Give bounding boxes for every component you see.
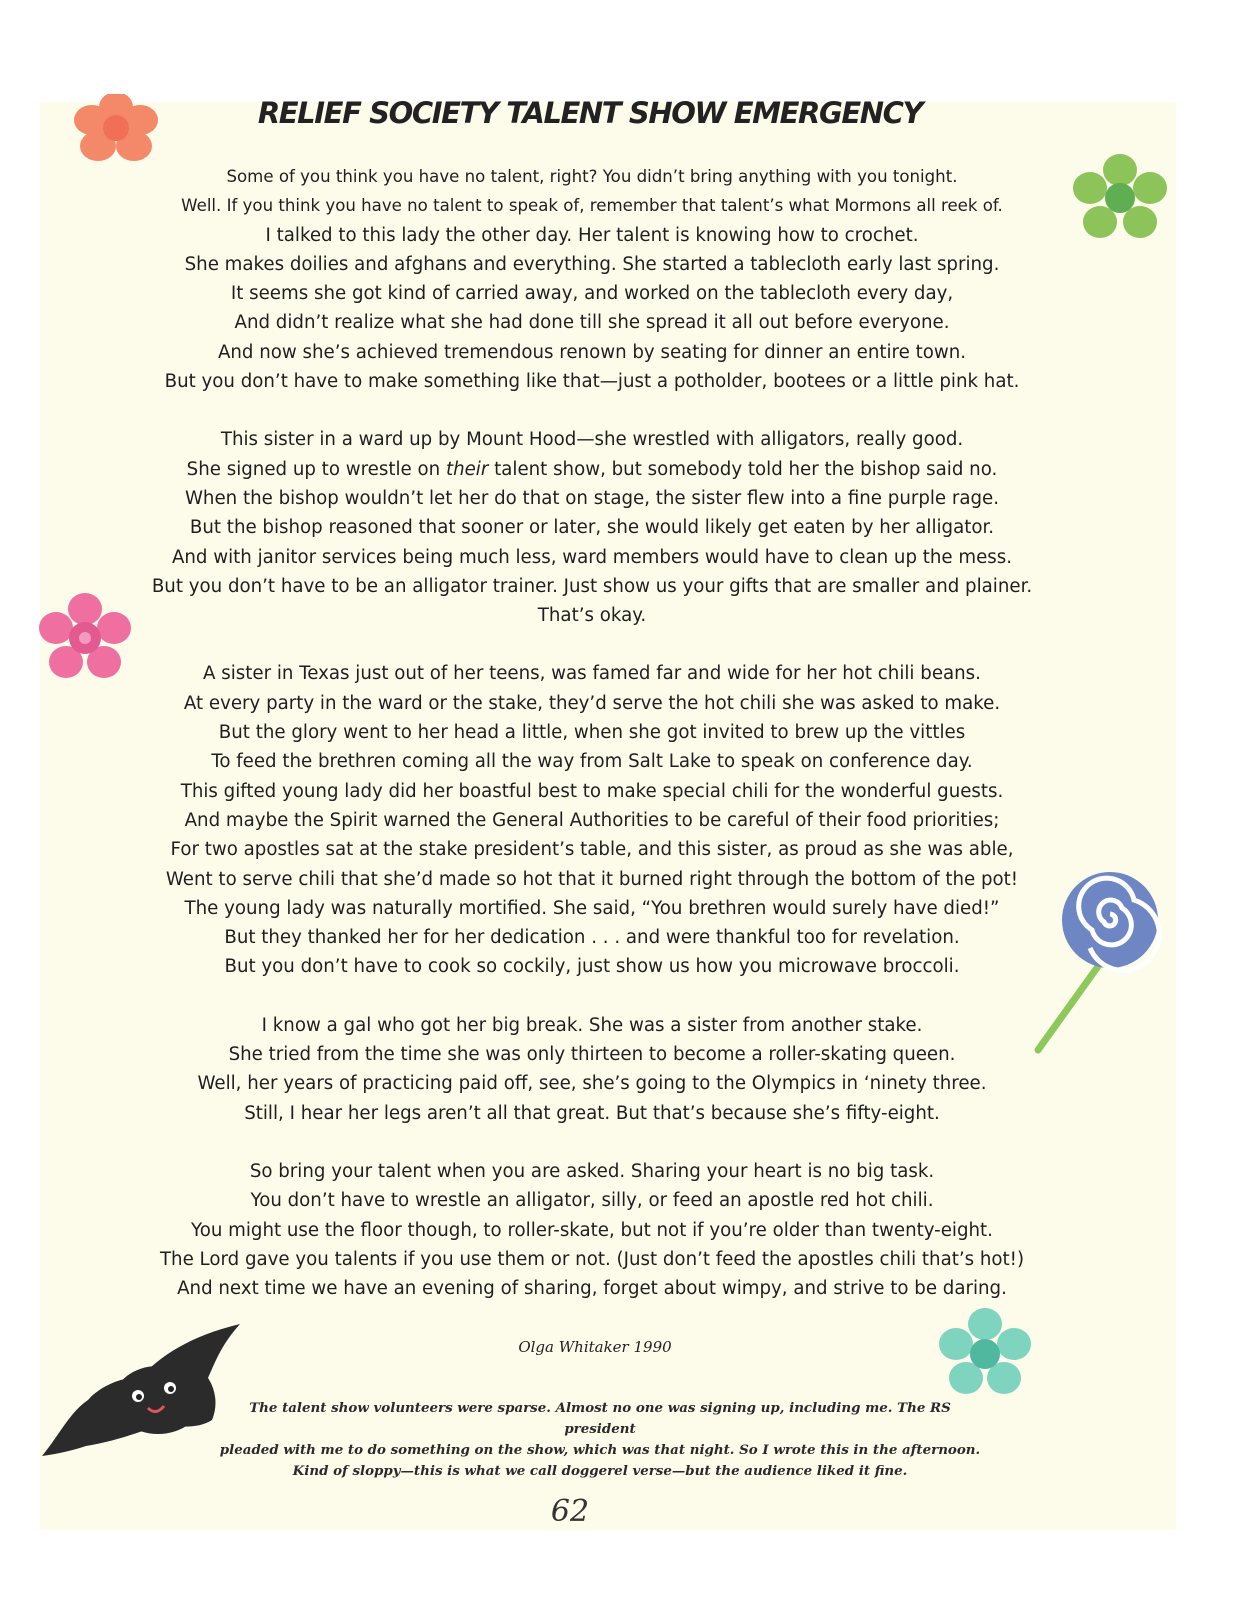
author-note	[215, 1398, 985, 1482]
poem-line: But you don’t have to be an alligator trainer. Just show us your gifts that are smaller and plainer.	[151, 575, 1033, 597]
poem-line: And didn’t realize what she had done till she spread it all out before everyone.	[234, 312, 950, 334]
poem-line: This gifted young lady did her boastful best to make special chili for the wonderful guests.	[180, 780, 1004, 802]
note-line: pleaded with me to do something on the show, which was that night. So I wrote this in the afternoon.	[219, 1442, 981, 1458]
poem-line: And next time we have an evening of sharing, forget about wimpy, and strive to be daring.	[177, 1278, 1007, 1300]
poem-line: To feed the brethren coming all the way from Salt Lake to speak on conference day.	[211, 751, 973, 773]
poem-line: She tried from the time she was only thirteen to become a roller-skating queen.	[228, 1044, 956, 1066]
author-signature: Olga Whitaker 1990	[518, 1338, 672, 1356]
poem-line: This sister in a ward up by Mount Hood—she wrestled with alligators, really good.	[220, 429, 964, 451]
poem-line: Went to serve chili that she’d made so hot that it burned right through the bottom of the pot!	[165, 868, 1019, 890]
poem-line: For two apostles sat at the stake president’s table, and this sister, as proud as she was able,	[170, 839, 1014, 861]
page-number: 62	[550, 1494, 590, 1529]
stanza-1	[72, 162, 1112, 396]
emphasis-word: their	[445, 458, 489, 480]
poem-line: At every party in the ward or the stake, they’d serve the hot chili she was asked to make.	[183, 692, 1001, 714]
stanza-2	[72, 425, 1112, 630]
stanza-4	[72, 1011, 1112, 1128]
note-line: The talent show volunteers were sparse. Almost no one was signing up, including me. The RS president	[249, 1400, 951, 1437]
poem-line: That’s okay.	[537, 605, 647, 627]
poem	[72, 162, 1112, 1332]
poem-line: She signed up to wrestle on their talent show, but somebody told her the bishop said no.	[186, 458, 998, 480]
stanza-3	[72, 659, 1112, 981]
poem-line: But you don’t have to make something like that—just a potholder, bootees or a little pink hat.	[164, 371, 1020, 393]
poem-line: Still, I hear her legs aren’t all that great. But that’s because she’s fifty-eight.	[244, 1102, 940, 1124]
stanza-5	[72, 1157, 1112, 1303]
poem-line: It seems she got kind of carried away, and worked on the tablecloth every day,	[230, 283, 954, 305]
poem-line: And with janitor services being much less, ward members would have to clean up the mess.	[171, 546, 1013, 568]
poem-line: You might use the floor though, to roller-skate, but not if you’re older than twenty-eight.	[191, 1219, 993, 1241]
poem-line: You don’t have to wrestle an alligator, silly, or feed an apostle red hot chili.	[250, 1190, 934, 1212]
poem-line: The young lady was naturally mortified. She said, “You brethren would surely have died!”	[184, 897, 1000, 919]
poem-line: But they thanked her for her dedication . . . and were thankful too for revelation.	[224, 927, 960, 949]
poem-line: I know a gal who got her big break. She was a sister from another stake.	[261, 1014, 923, 1036]
poem-line: So bring your talent when you are asked. Sharing your heart is no big task.	[249, 1160, 935, 1182]
poem-line: The Lord gave you talents if you use them or not. (Just don’t feed the apostles chili that’s hot!)	[159, 1248, 1025, 1270]
poem-line: Some of you think you have no talent, right? You didn’t bring anything with you tonight.	[226, 167, 958, 186]
poem-line: Well. If you think you have no talent to speak of, remember that talent’s what Mormons all reek of.	[181, 196, 1003, 216]
poem-line: She makes doilies and afghans and everything. She started a tablecloth early last spring.	[184, 253, 1000, 275]
poem-line: And now she’s achieved tremendous renown by seating for dinner an entire town.	[217, 341, 967, 363]
poem-line: But the glory went to her head a little, when she got invited to brew up the vittles	[218, 722, 966, 744]
note-line: Kind of sloppy—this is what we call doggerel verse—but the audience liked it fine.	[292, 1463, 908, 1479]
poem-line: And maybe the Spirit warned the General Authorities to be careful of their food priorities;	[184, 809, 1000, 831]
poem-line: When the bishop wouldn’t let her do that on stage, the sister flew into a fine purple rage.	[184, 487, 1000, 509]
poem-line: Well, her years of practicing paid off, see, she’s going to the Olympics in ‘ninety three.	[197, 1073, 987, 1095]
poem-line: I talked to this lady the other day. Her talent is knowing how to crochet.	[265, 224, 919, 246]
poem-line: A sister in Texas just out of her teens, was famed far and wide for her hot chili beans.	[203, 663, 981, 685]
poem-line: But the bishop reasoned that sooner or later, she would likely get eaten by her alligator.	[189, 517, 995, 539]
poem-line: But you don’t have to cook so cockily, just show us how you microwave broccoli.	[224, 956, 960, 978]
page-title: RELIEF SOCIETY TALENT SHOW EMERGENCY	[257, 96, 923, 130]
